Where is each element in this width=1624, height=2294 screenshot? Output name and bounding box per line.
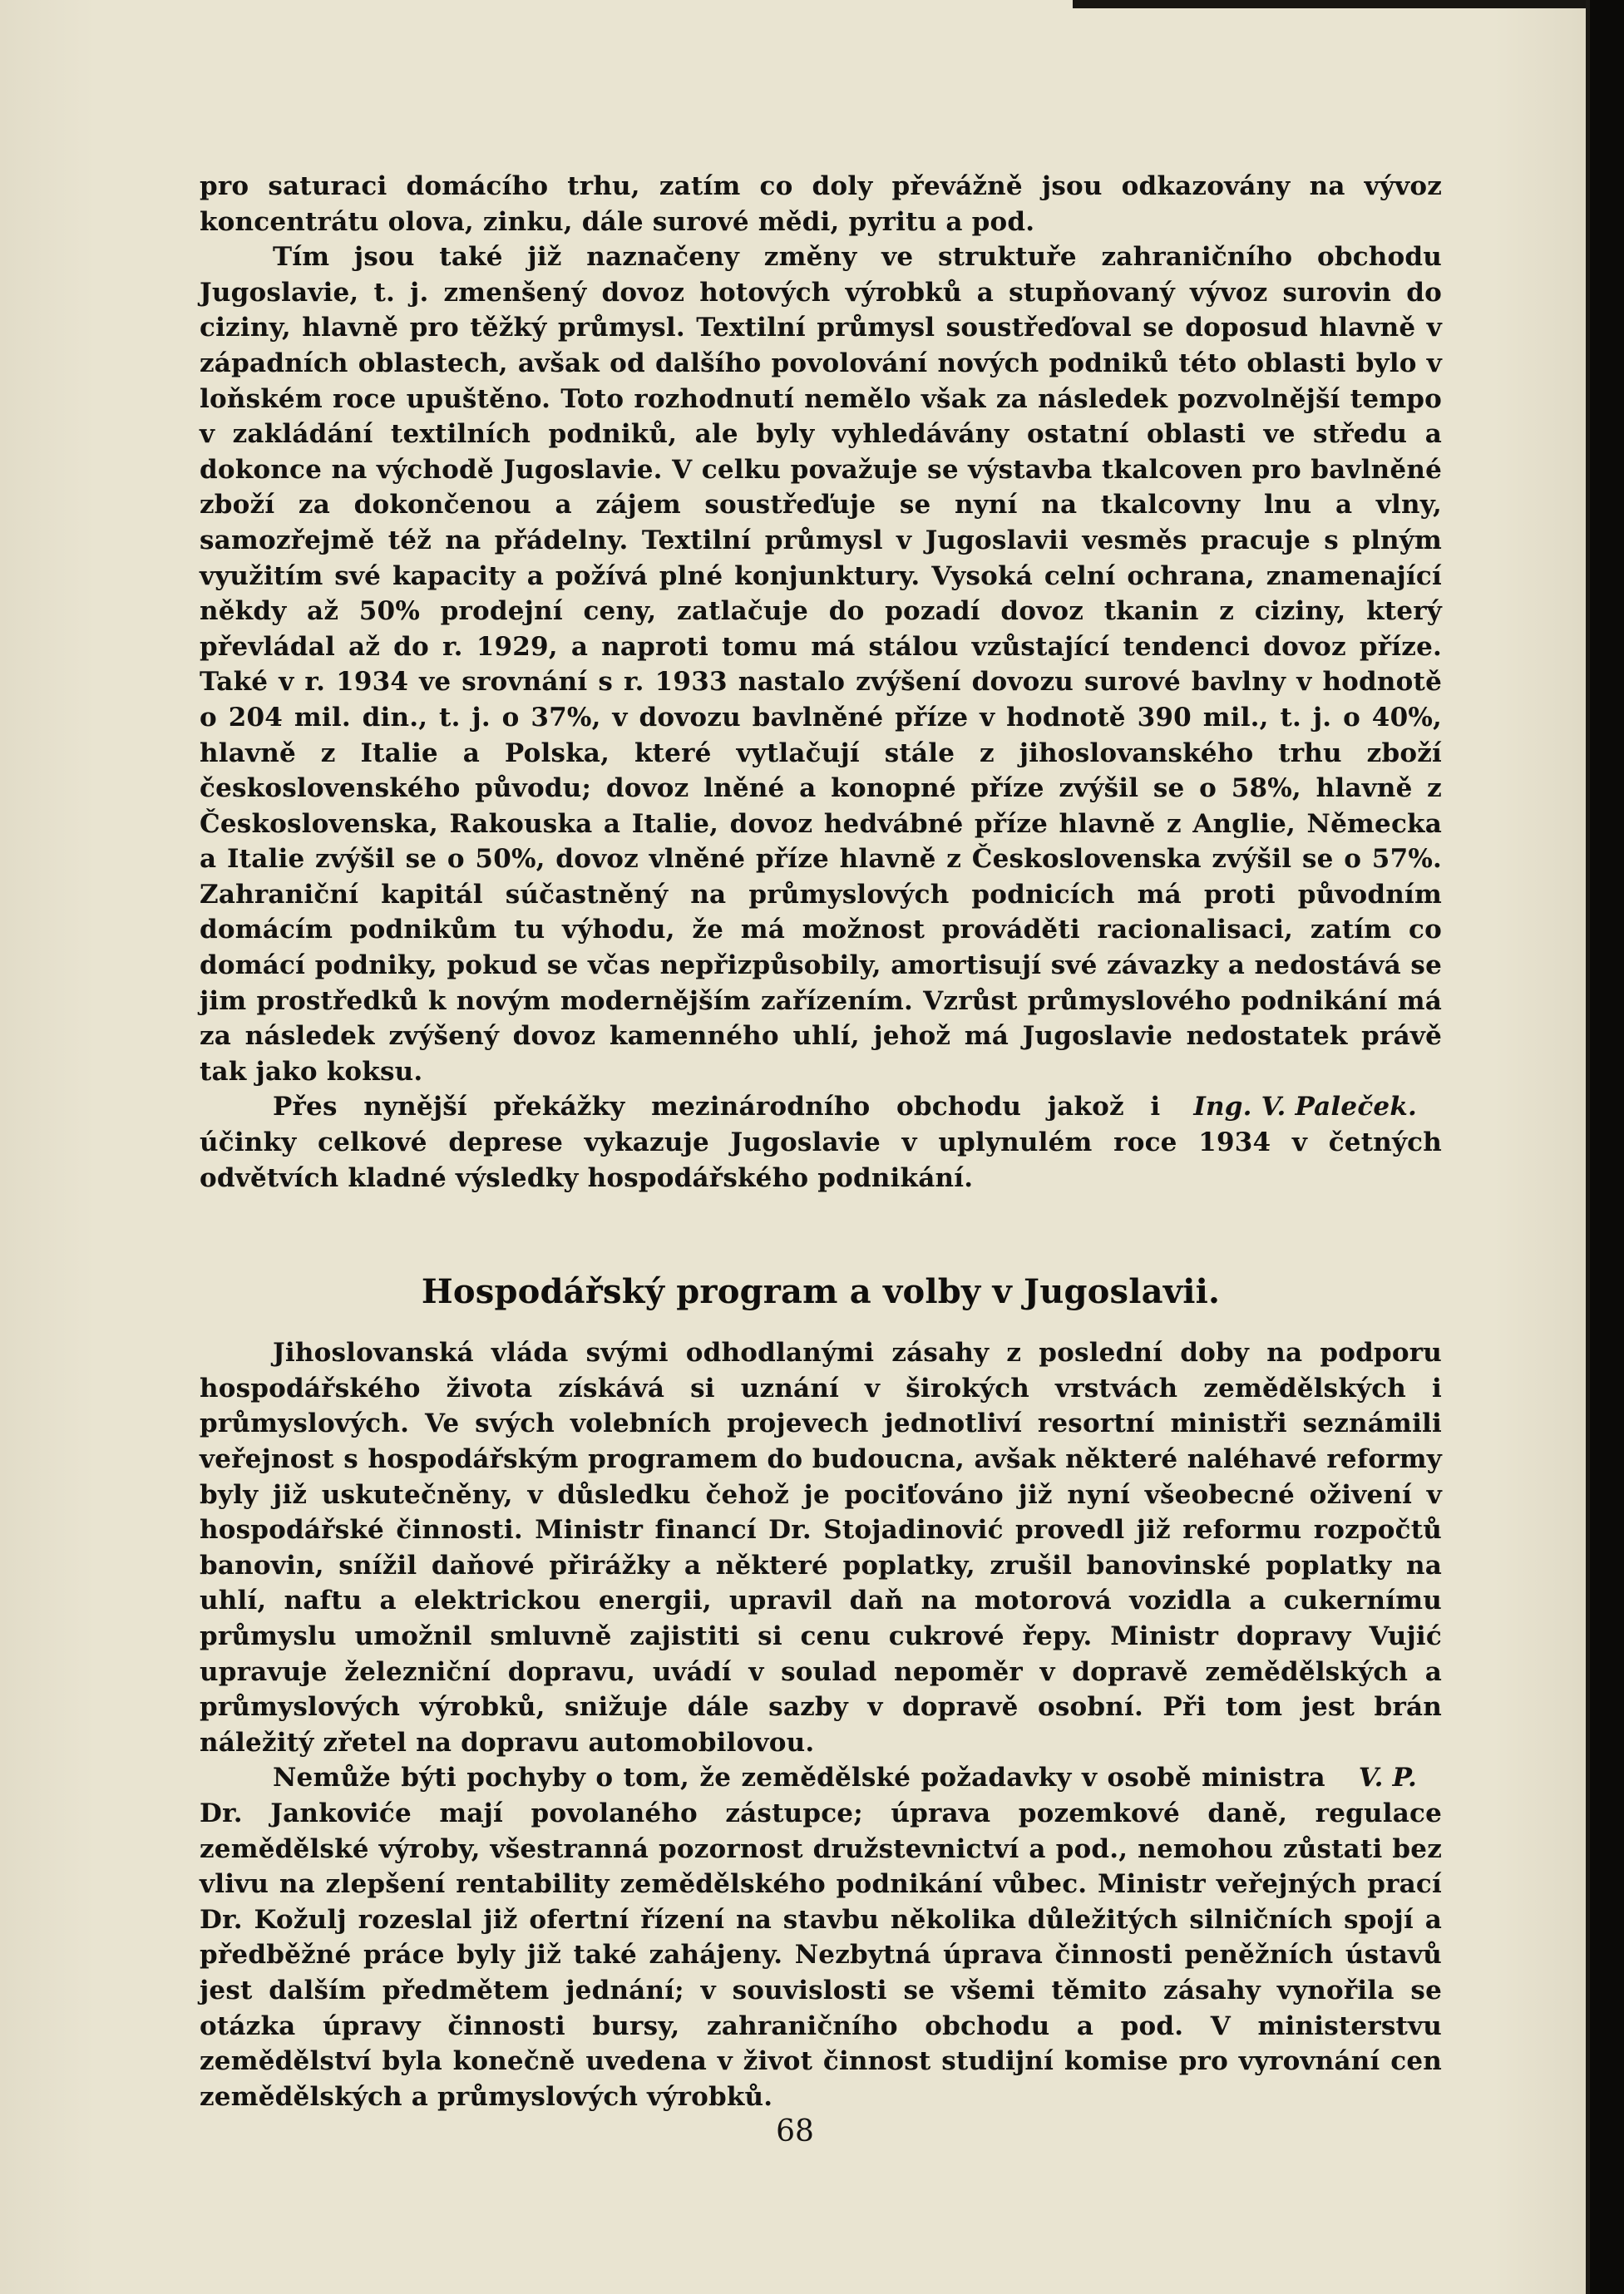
page-content [200,169,1442,2114]
article2-title: Hospodářský program a volby v Jugoslavii. [421,1272,1221,1312]
article2-paragraph-2: Nemůže býti pochyby o tom, že zemědělské požadavky v osobě ministra Dr. Jankoviće mají povolaného zástupce; úprava pozemkové daně, regulace zemědělské výroby, všestranná pozornost družstevnictví a pod., nemohou zůstati bez vlivu na zlepšení rentability zemědělského podnikání vůbec. Ministr veřejných prací Dr. Kožulj rozeslal již ofertní řízení na stavbu několika důležitých silničních spojí a předběžné práce byly již také zahájeny. Nezbytná úprava činnosti peněžních ústavů jest dalším předmětem jednání; v souvislosti se všemi těmito zásahy vynořila se otázka úpravy činnosti bursy, zahraničního obchodu a pod. V ministerstvu zemědělství byla konečně uvedena v život činnost studijní komise pro vyrovnání cen zemědělských a průmyslových výrobků. [200,1763,1442,2112]
page-number: 68 [776,2114,814,2148]
article2-closing [200,1760,1442,2114]
article2-paragraph-1: Jihoslovanská vláda svými odhodlanými zásahy z poslední doby na podporu hospodářského života získává si uznání v širokých vrstvách zemědělských i průmyslových. Ve svých volebních projevech jednotliví resortní ministři seznámili veřejnost s hospodářským programem do budoucna, avšak některé naléhavé reformy byly již uskutečněny, v důsledku čehož je pociťováno již nyní všeobecné oživení v hospodářské činnosti. Ministr financí Dr. Stojadinović provedl již reformu rozpočtů banovin, snížil daňové přirážky a některé poplatky, zrušil banovinské poplatky na uhlí, naftu a elektrickou energii, upravil daň na motorová vozidla a cukernímu průmyslu umožnil smluvně zajistiti si cenu cukrové řepy. Ministr dopravy Vujić upravuje železniční dopravu, uvádí v soulad nepoměr v dopravě zemědělských a průmyslových výrobků, snižuje dále sazby v dopravě osobní. Při tom jest brán náležitý zřetel na dopravu automobilovou. [200,1338,1442,1758]
article2-signature: V. P. [1358,1763,1417,1793]
article1-signature: Ing. V. Paleček. [1193,1092,1417,1122]
article1-paragraph-1: pro saturaci domácího trhu, zatím co doly převážně jsou odkazovány na vývoz koncentrátu olova, zinku, dále surové mědi, pyritu a pod. [200,171,1442,237]
scan-edge-right [1586,0,1590,2294]
article1-paragraph-2: Tím jsou také již naznačeny změny ve struktuře zahraničního obchodu Jugoslavie, t. j. zmenšený dovoz hotových výrobků a stupňovaný vývoz surovin do ciziny, hlavně pro těžký průmysl. Textilní průmysl soustřeďoval se doposud hlavně v západních oblastech, avšak od dalšího povolování nových podniků této oblasti bylo v loňském roce upuštěno. Toto rozhodnutí nemělo však za následek pozvolnější tempo v zakládání textilních podniků, ale byly vyhledávány ostatní oblasti ve středu a dokonce na východě Jugoslavie. V celku považuje se výstavba tkalcoven pro bavlněné zboží za dokončenou a zájem soustřeďuje se nyní na tkalcovny lnu a vlny, samozřejmě též na přádelny. Textilní průmysl v Jugoslavii vesměs pracuje s plným využitím své kapacity a požívá plné konjunktury. Vysoká celní ochrana, znamenající někdy až 50% prodejní ceny, zatlačuje do pozadí dovoz tkanin z ciziny, který převládal až do r. 1929, a naproti tomu má stálou vzůstající tendenci dovoz příze. Také v r. 1934 ve srovnání s r. 1933 nastalo zvýšení dovozu surové bavlny v hodnotě o 204 mil. din., t. j. o 37%, v dovozu bavlněné příze v hodnotě 390 mil., t. j. o 40%, hlavně z Italie a Polska, které vytlačují stále z jihoslovanského trhu zboží československého původu; dovoz lněné a konopné příze zvýšil se o 58%, hlavně z Československa, Rakouska a Italie, dovoz hedvábné příze hlavně z Anglie, Německa a Italie zvýšil se o 50%, dovoz vlněné příze hlavně z Československa zvýšil se o 57%. Zahraniční kapitál súčastněný na průmyslových podnicích má proti původním domácím podnikům tu výhodu, že má možnost prováděti racionalisaci, zatím co domácí podniky, pokud se včas nepřizpůsobily, amortisují své závazky a nedostává se jim prostředků k novým modernějším zařízením. Vzrůst průmyslového podnikání má za následek zvýšený dovoz kamenného uhlí, jehož má Jugoslavie nedostatek právě tak jako koksu. [200,242,1442,1087]
scan-edge-top [1073,0,1590,8]
article1-closing [200,1089,1442,1196]
article1-paragraph-3: Přes nynější překážky mezinárodního obchodu jakož i účinky celkové deprese vykazuje Jugoslavie v uplynulém roce 1934 v četných odvětvích kladné výsledky hospodářského podnikání. [200,1092,1442,1193]
